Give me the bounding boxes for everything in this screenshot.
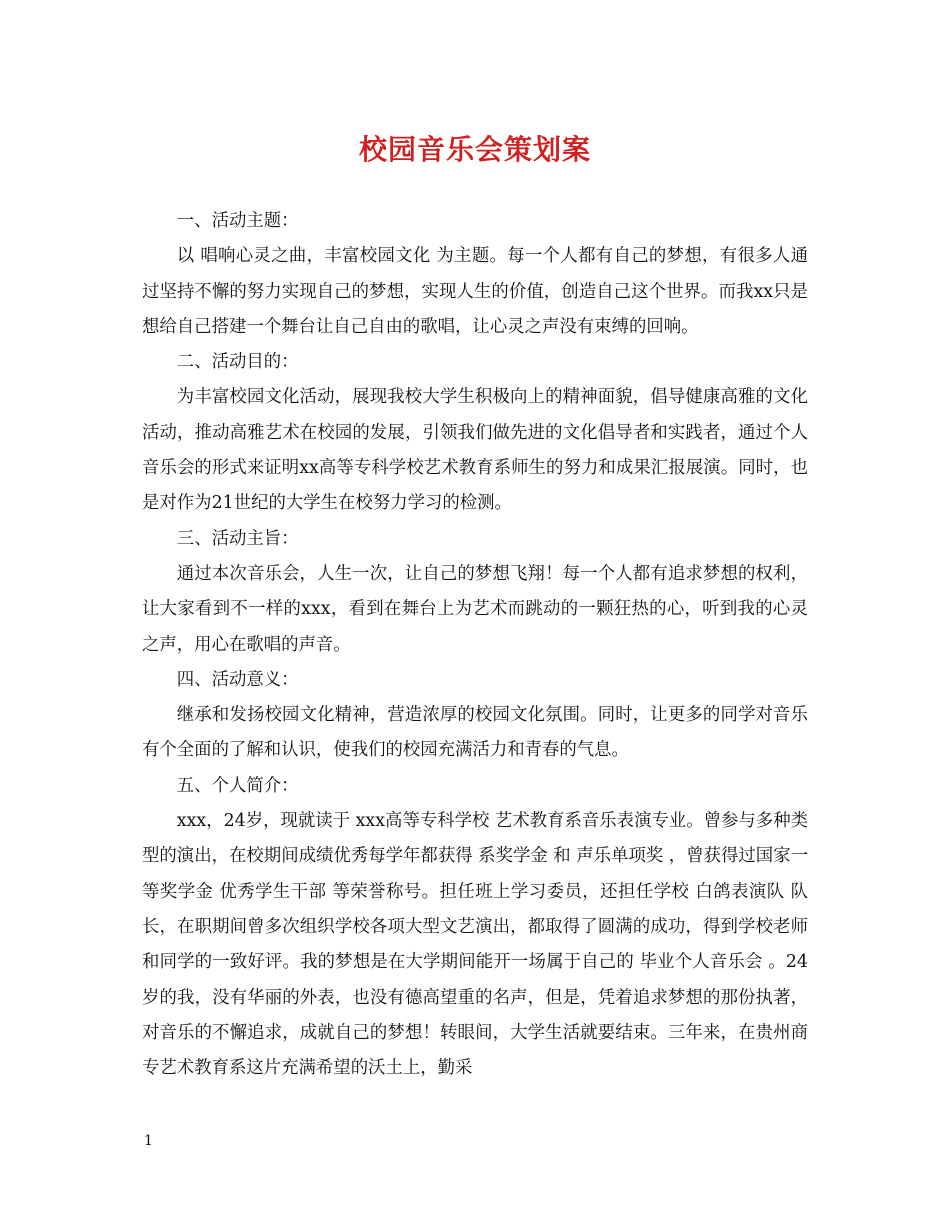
section-heading: 三、活动主旨： [176, 528, 299, 549]
document-body [142, 204, 808, 1086]
section-heading: 四、活动意义： [176, 669, 299, 690]
section-heading: 一、活动主题： [176, 211, 299, 231]
section-heading: 二、活动目的： [176, 352, 299, 373]
page-title: 校园音乐会策划案 [358, 133, 591, 166]
paragraph: 为丰富校园文化活动，展现我校大学生积极向上的精神面貌，倡导健康高雅的文化活动，推动高雅艺术在校园的发展，引领我们做先进的文化倡导者和实践者，通过个人音乐会的形式来证明xx高等专科学校艺术教育系师生的努力和成果汇报展演。同时，也是对作为21世纪的大学生在校努力学习的检测。 [142, 387, 808, 514]
page-number: 1 [144, 1133, 153, 1149]
paragraph: 通过本次音乐会，人生一次，让自己的梦想飞翔！每一个人都有追求梦想的权利，让大家看到不一样的xxx，看到在舞台上为艺术而跳动的一颗狂热的心，听到我的心灵 之声，用心在歌唱的声音。 [142, 563, 808, 655]
section-heading: 五、个人简介： [176, 775, 299, 796]
paragraph: 继承和发扬校园文化精神，营造浓厚的校园文化氛围。同时，让更多的同学对音乐有个全面的了解和认识，使我们的校园充满活力和青春的气息。 [142, 705, 808, 761]
paragraph: xxx，24岁，现就读于 xxx高等专科学校 艺术教育系音乐表演专业。曾参与多种类型的演出，在校期间成绩优秀每学年都获得 系奖学金 和 声乐单项奖 ，曾获得过国家一等奖学金 优秀学生干部 等荣誉称号。担任班上学习委员，还担任学校 白鸽表演队 队长，在职期间曾多次组织学校各项大型文艺演出，都取得了圆满的成功，得到学校老师和同学的一致好评。我的梦想是在大学期间能开一场属于自己的 毕业个人音乐会 。24岁的我，没有华丽的外表，也没有德高望重的名声，但是，凭着追求梦想的那份执著，对音乐的不懈追求，成就自己的梦想！转眼间，大学生活就要结束。三年来，在贵州商专艺术教育系这片充满希望的沃土上，勤采 [142, 811, 808, 1079]
paragraph: 以 唱响心灵之曲，丰富校园文化 为主题。每一个人都有自己的梦想，有很多人通过坚持不懈的努力实现自己的梦想，实现人生的价值，创造自己这个世界。而我xx只是想给自己搭建一个舞台让自己自由的歌唱，让心灵之声没有束缚的回响。 [142, 246, 808, 337]
